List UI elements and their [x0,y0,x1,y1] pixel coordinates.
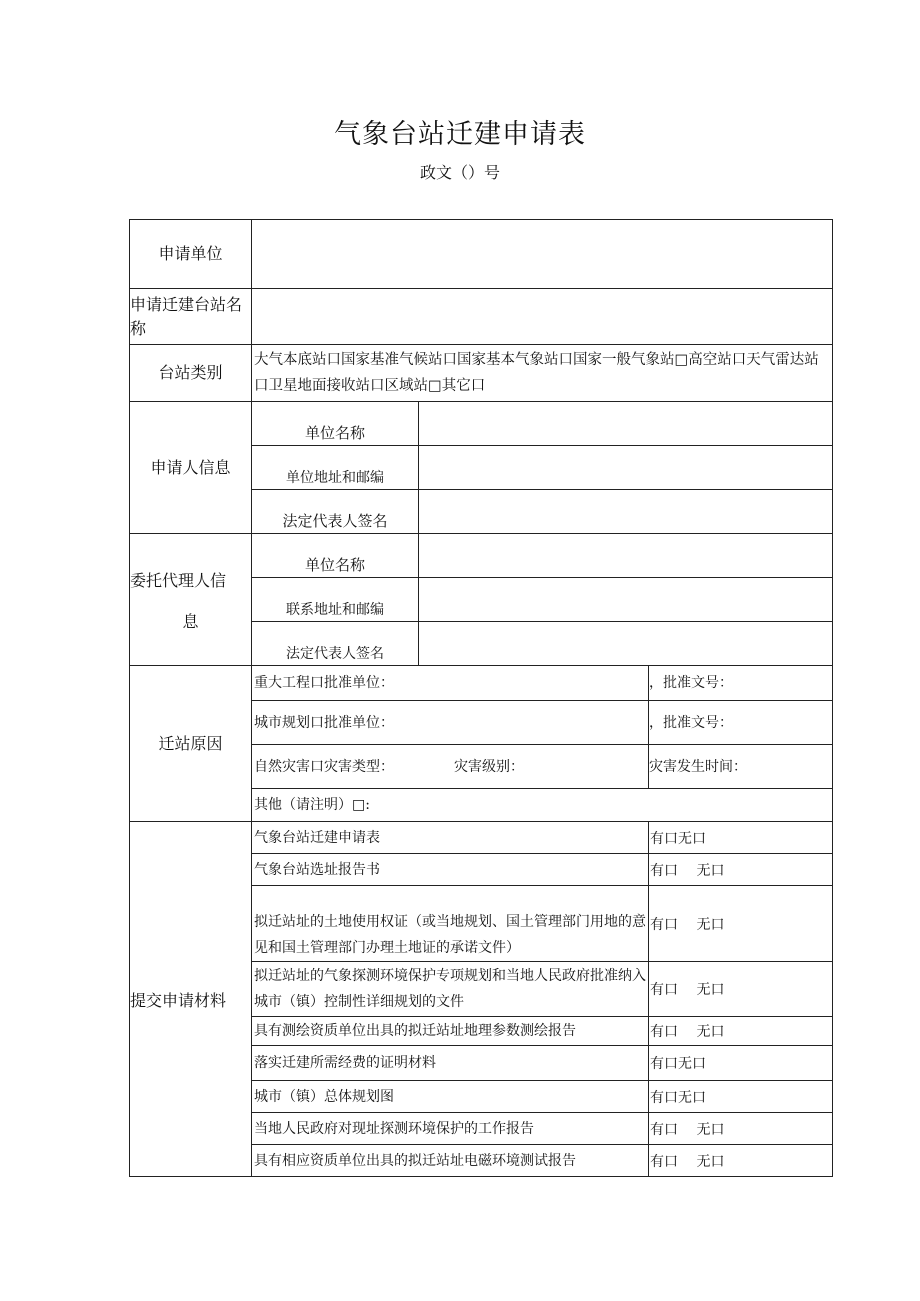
document-number: 政文（）号 [419,163,500,182]
material-item: 拟迁站址的土地使用权证（或当地规划、国土管理部门用地的意见和国土管理部门办理土地证的承诺文件） [252,886,649,962]
applicant-address-label: 单位地址和邮编 [252,446,419,490]
reason-major-project-no: ，批准文号： [649,666,833,701]
material-has-checkbox[interactable]: 有口 无口 [649,854,833,886]
materials-label: 提交申请材料 [130,822,252,1177]
material-has-checkbox[interactable]: 有口无口 [649,1046,833,1081]
reason-disaster[interactable] [252,745,649,789]
reason-other[interactable]: 其他（请注明）□: [252,789,833,822]
material-has-checkbox[interactable]: 有口 无口 [649,1017,833,1046]
agent-address-label: 联系地址和邮编 [252,578,419,622]
agent-legal-rep-label: 法定代表人签名 [252,622,419,666]
material-item: 拟迁站址的气象探测环境保护专项规划和当地人民政府批准纳入城市（镇）控制性详细规划的文件 [252,962,649,1017]
applicant-unit-name-field[interactable] [419,402,833,446]
material-item: 具有测绘资质单位出具的拟迁站址地理参数测绘报告 [252,1017,649,1046]
applicant-legal-rep-field[interactable] [419,490,833,534]
material-item: 具有相应资质单位出具的拟迁站址电磁环境测试报告 [252,1145,649,1177]
agent-info-label-line1: 委托代理人信 [130,570,227,590]
page-title: 气象台站迁建申请表 [334,119,586,150]
application-form-table [129,219,833,1177]
material-item: 落实迁建所需经费的证明材料 [252,1046,649,1081]
agent-unit-name-field[interactable] [419,534,833,578]
station-type-label: 台站类别 [130,345,252,402]
agent-info-label-line2: 息 [182,611,199,631]
applicant-unit-label: 申请单位 [130,220,252,289]
material-item: 气象台站迁建申请表 [252,822,649,854]
agent-legal-rep-field[interactable] [419,622,833,666]
agent-info-label [130,534,252,666]
reason-label: 迁站原因 [130,666,252,822]
reason-disaster-level: 灾害级别： [454,758,524,775]
applicant-info-label: 申请人信息 [130,402,252,534]
station-name-field[interactable] [252,289,833,345]
agent-address-field[interactable] [419,578,833,622]
station-type-options[interactable]: 大气本底站口国家基准气候站口国家基本气象站口国家一般气象站□高空站口天气雷达站口卫星地面接收站口区域站□其它口 [252,345,833,402]
material-has-checkbox[interactable]: 有口 无口 [649,886,833,962]
material-item: 当地人民政府对现址探测环境保护的工作报告 [252,1113,649,1145]
reason-disaster-type: 自然灾害口灾害类型： [254,758,394,775]
applicant-unit-field[interactable] [252,220,833,289]
reason-urban-plan[interactable]: 城市规划口批准单位： [252,701,649,745]
material-has-checkbox[interactable]: 有口 无口 [649,1145,833,1177]
material-has-checkbox[interactable]: 有口 无口 [649,962,833,1017]
station-name-label: 申请迁建台站名称 [130,289,252,345]
material-item: 气象台站选址报告书 [252,854,649,886]
applicant-address-field[interactable] [419,446,833,490]
agent-unit-name-label: 单位名称 [252,534,419,578]
material-has-checkbox[interactable]: 有口 无口 [649,1113,833,1145]
reason-major-project[interactable]: 重大工程口批准单位： [252,666,649,701]
applicant-legal-rep-label: 法定代表人签名 [252,490,419,534]
applicant-unit-name-label: 单位名称 [252,402,419,446]
material-item: 城市（镇）总体规划图 [252,1081,649,1113]
material-has-checkbox[interactable]: 有口无口 [649,822,833,854]
material-has-checkbox[interactable]: 有口无口 [649,1081,833,1113]
reason-disaster-time: 灾害发生时间： [649,745,833,789]
reason-urban-plan-no: ，批准文号： [649,701,833,745]
